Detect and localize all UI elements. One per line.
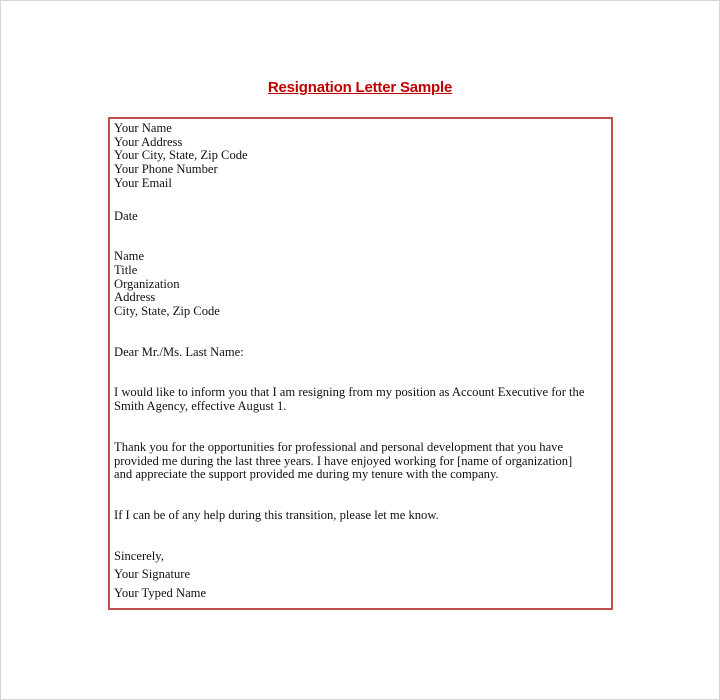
paragraph-line: and appreciate the support provided me during my tenure with the company. [114, 467, 499, 482]
signature: Your Signature [114, 567, 191, 582]
letter-body [114, 122, 607, 601]
paragraph-thanks [114, 441, 607, 482]
recipient-name: Name [114, 249, 145, 264]
recipient-title: Title [114, 262, 138, 277]
letter-box [108, 117, 613, 610]
closing: Sincerely, [114, 548, 164, 563]
sender-address: Your Address [114, 134, 183, 149]
sender-phone: Your Phone Number [114, 162, 218, 177]
paragraph-resignation [114, 386, 607, 413]
document-title: Resignation Letter Sample [267, 79, 453, 96]
letter-date: Date [114, 208, 138, 223]
recipient-address: Address [114, 290, 156, 305]
sender-email: Your Email [114, 175, 172, 190]
paragraph-line: I would like to inform you that I am resigning from my position as Account Executive for the [114, 385, 585, 400]
recipient-organization: Organization [114, 276, 180, 291]
salutation: Dear Mr./Ms. Last Name: [114, 344, 244, 359]
sender-block [114, 122, 607, 191]
paragraph-help [114, 509, 607, 523]
typed-name: Your Typed Name [114, 586, 207, 601]
paragraph-line: Thank you for the opportunities for professional and personal development that you have [114, 439, 564, 454]
recipient-block [114, 250, 607, 319]
paragraph-line: If I can be of any help during this transition, please let me know. [114, 507, 439, 522]
paragraph-line: Smith Agency, effective August 1. [114, 399, 287, 414]
sender-city-state-zip: Your City, State, Zip Code [114, 148, 248, 163]
recipient-city-state-zip: City, State, Zip Code [114, 304, 220, 319]
paragraph-line: provided me during the last three years. I have enjoyed working for [name of organization] [114, 453, 573, 468]
sender-name: Your Name [114, 121, 172, 135]
